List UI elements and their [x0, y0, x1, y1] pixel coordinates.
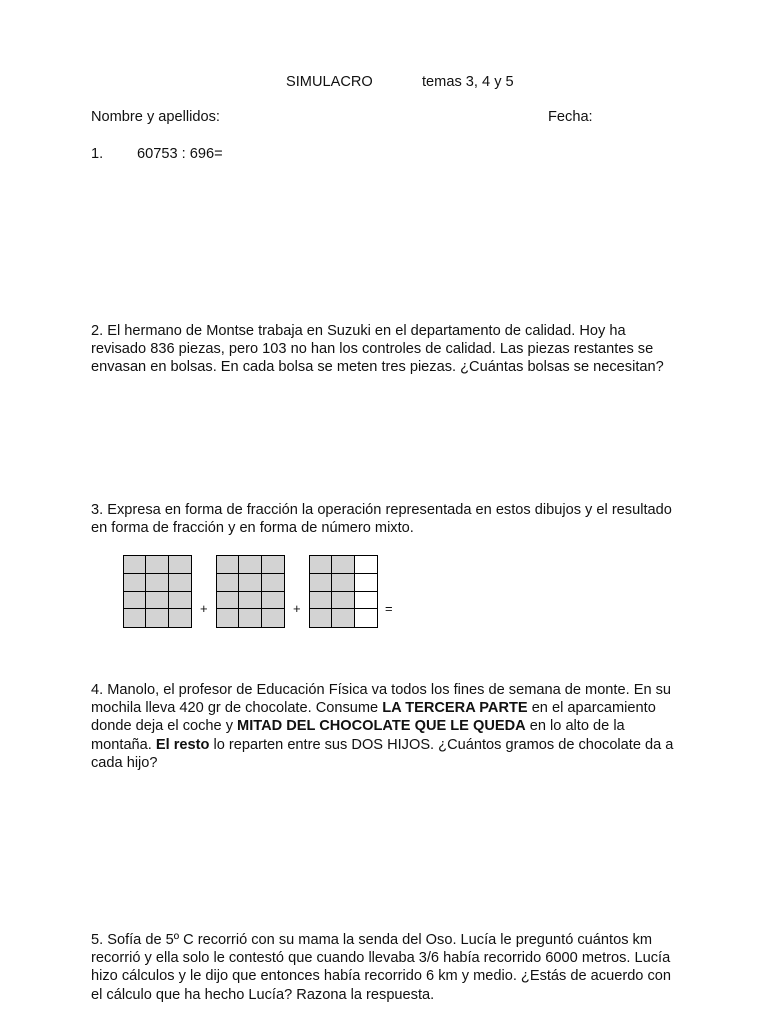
grid-cell — [169, 592, 191, 610]
grid-cell — [169, 556, 191, 574]
question-2 — [91, 322, 731, 377]
grid-cell — [332, 609, 354, 627]
grid-cell — [239, 556, 261, 574]
grid-cell — [310, 574, 332, 592]
q4-line: 4. Manolo, el profesor de Educación Física va todos los fines de semana de monte. En su — [91, 682, 672, 698]
q4-line — [91, 699, 731, 717]
grid-cell — [310, 556, 332, 574]
grid-cell — [262, 574, 284, 592]
q4-emphasis: MITAD DEL CHOCOLATE QUE LE QUEDA — [237, 718, 526, 735]
grid-cell — [262, 556, 284, 574]
grid-cell — [239, 574, 261, 592]
q2-line: envasan en bolsas. En cada bolsa se meten tres piezas. ¿Cuántas bolsas se necesitan? — [91, 359, 664, 376]
grid-cell — [217, 556, 239, 574]
name-label: Nombre y apellidos: — [91, 109, 220, 125]
q5-line: hizo cálculos y le dijo que entonces había recorrido 6 km y medio. ¿Estás de acuerdo con — [91, 968, 672, 985]
q4-line: cada hijo? — [91, 754, 158, 771]
grid-cell — [355, 574, 377, 592]
q5-line: recorrió y ella solo le contestó que cuando llevaba 3/6 había recorrido 6000 metros. Lucía — [91, 950, 671, 967]
grid-cell — [146, 556, 168, 574]
grid-cell — [124, 609, 146, 627]
grid-cell — [146, 574, 168, 592]
grid-cell — [355, 556, 377, 574]
fraction-grid-3 — [309, 555, 378, 628]
plus-operator: + — [200, 601, 208, 616]
q4-text: en el aparcamiento — [527, 700, 656, 717]
fraction-grid-1 — [123, 555, 192, 628]
question-3 — [91, 501, 731, 537]
q2-line: revisado 836 piezas, pero 103 no han los controles de calidad. Las piezas restantes se — [91, 341, 654, 358]
grid-cell — [169, 574, 191, 592]
grid-cell — [217, 574, 239, 592]
q4-emphasis: El resto — [155, 736, 210, 753]
q1-number: 1. — [91, 146, 104, 162]
grid-cell — [332, 592, 354, 610]
q4-text: donde deja el coche y — [91, 718, 238, 735]
date-label: Fecha: — [548, 109, 593, 125]
q3-line: 3. Expresa en forma de fracción la operación representada en estos dibujos y el resultado — [91, 502, 672, 518]
grid-cell — [124, 556, 146, 574]
grid-cell — [169, 609, 191, 627]
q1-expression: 60753 : 696= — [137, 146, 223, 162]
grid-cell — [262, 592, 284, 610]
q5-line: el cálculo que ha hecho Lucía? Razona la respuesta. — [91, 986, 435, 1003]
plus-operator: + — [293, 601, 301, 616]
q4-text: en lo alto de la — [525, 718, 625, 735]
equals-operator: = — [385, 601, 393, 616]
grid-cell — [310, 609, 332, 627]
q2-line: 2. El hermano de Montse trabaja en Suzuki en el departamento de calidad. Hoy ha — [91, 323, 626, 339]
grid-cell — [217, 592, 239, 610]
grid-cell — [124, 574, 146, 592]
page-title: SIMULACRO — [286, 74, 373, 90]
q4-line — [91, 736, 731, 754]
grid-cell — [332, 574, 354, 592]
grid-cell — [124, 592, 146, 610]
question-4 — [91, 681, 731, 772]
q4-text: montaña. — [91, 736, 156, 753]
grid-cell — [355, 609, 377, 627]
question-5 — [91, 931, 731, 1004]
grid-cell — [310, 592, 332, 610]
grid-cell — [239, 592, 261, 610]
fraction-grid-2 — [216, 555, 285, 628]
grid-cell — [332, 556, 354, 574]
q3-line: en forma de fracción y en forma de número mixto. — [91, 520, 414, 537]
q4-text: mochila lleva 420 gr de chocolate. Consume — [91, 700, 383, 717]
q4-emphasis: LA TERCERA PARTE — [382, 700, 528, 717]
q4-line — [91, 717, 731, 735]
grid-cell — [146, 592, 168, 610]
q5-line: 5. Sofía de 5º C recorrió con su mama la senda del Oso. Lucía le preguntó cuántos km — [91, 932, 653, 948]
grid-cell — [355, 592, 377, 610]
grid-cell — [146, 609, 168, 627]
grid-cell — [217, 609, 239, 627]
q4-text: lo reparten entre sus DOS HIJOS. ¿Cuántos gramos de chocolate da a — [209, 736, 674, 753]
grid-cell — [262, 609, 284, 627]
page-topics: temas 3, 4 y 5 — [422, 74, 514, 90]
grid-cell — [239, 609, 261, 627]
